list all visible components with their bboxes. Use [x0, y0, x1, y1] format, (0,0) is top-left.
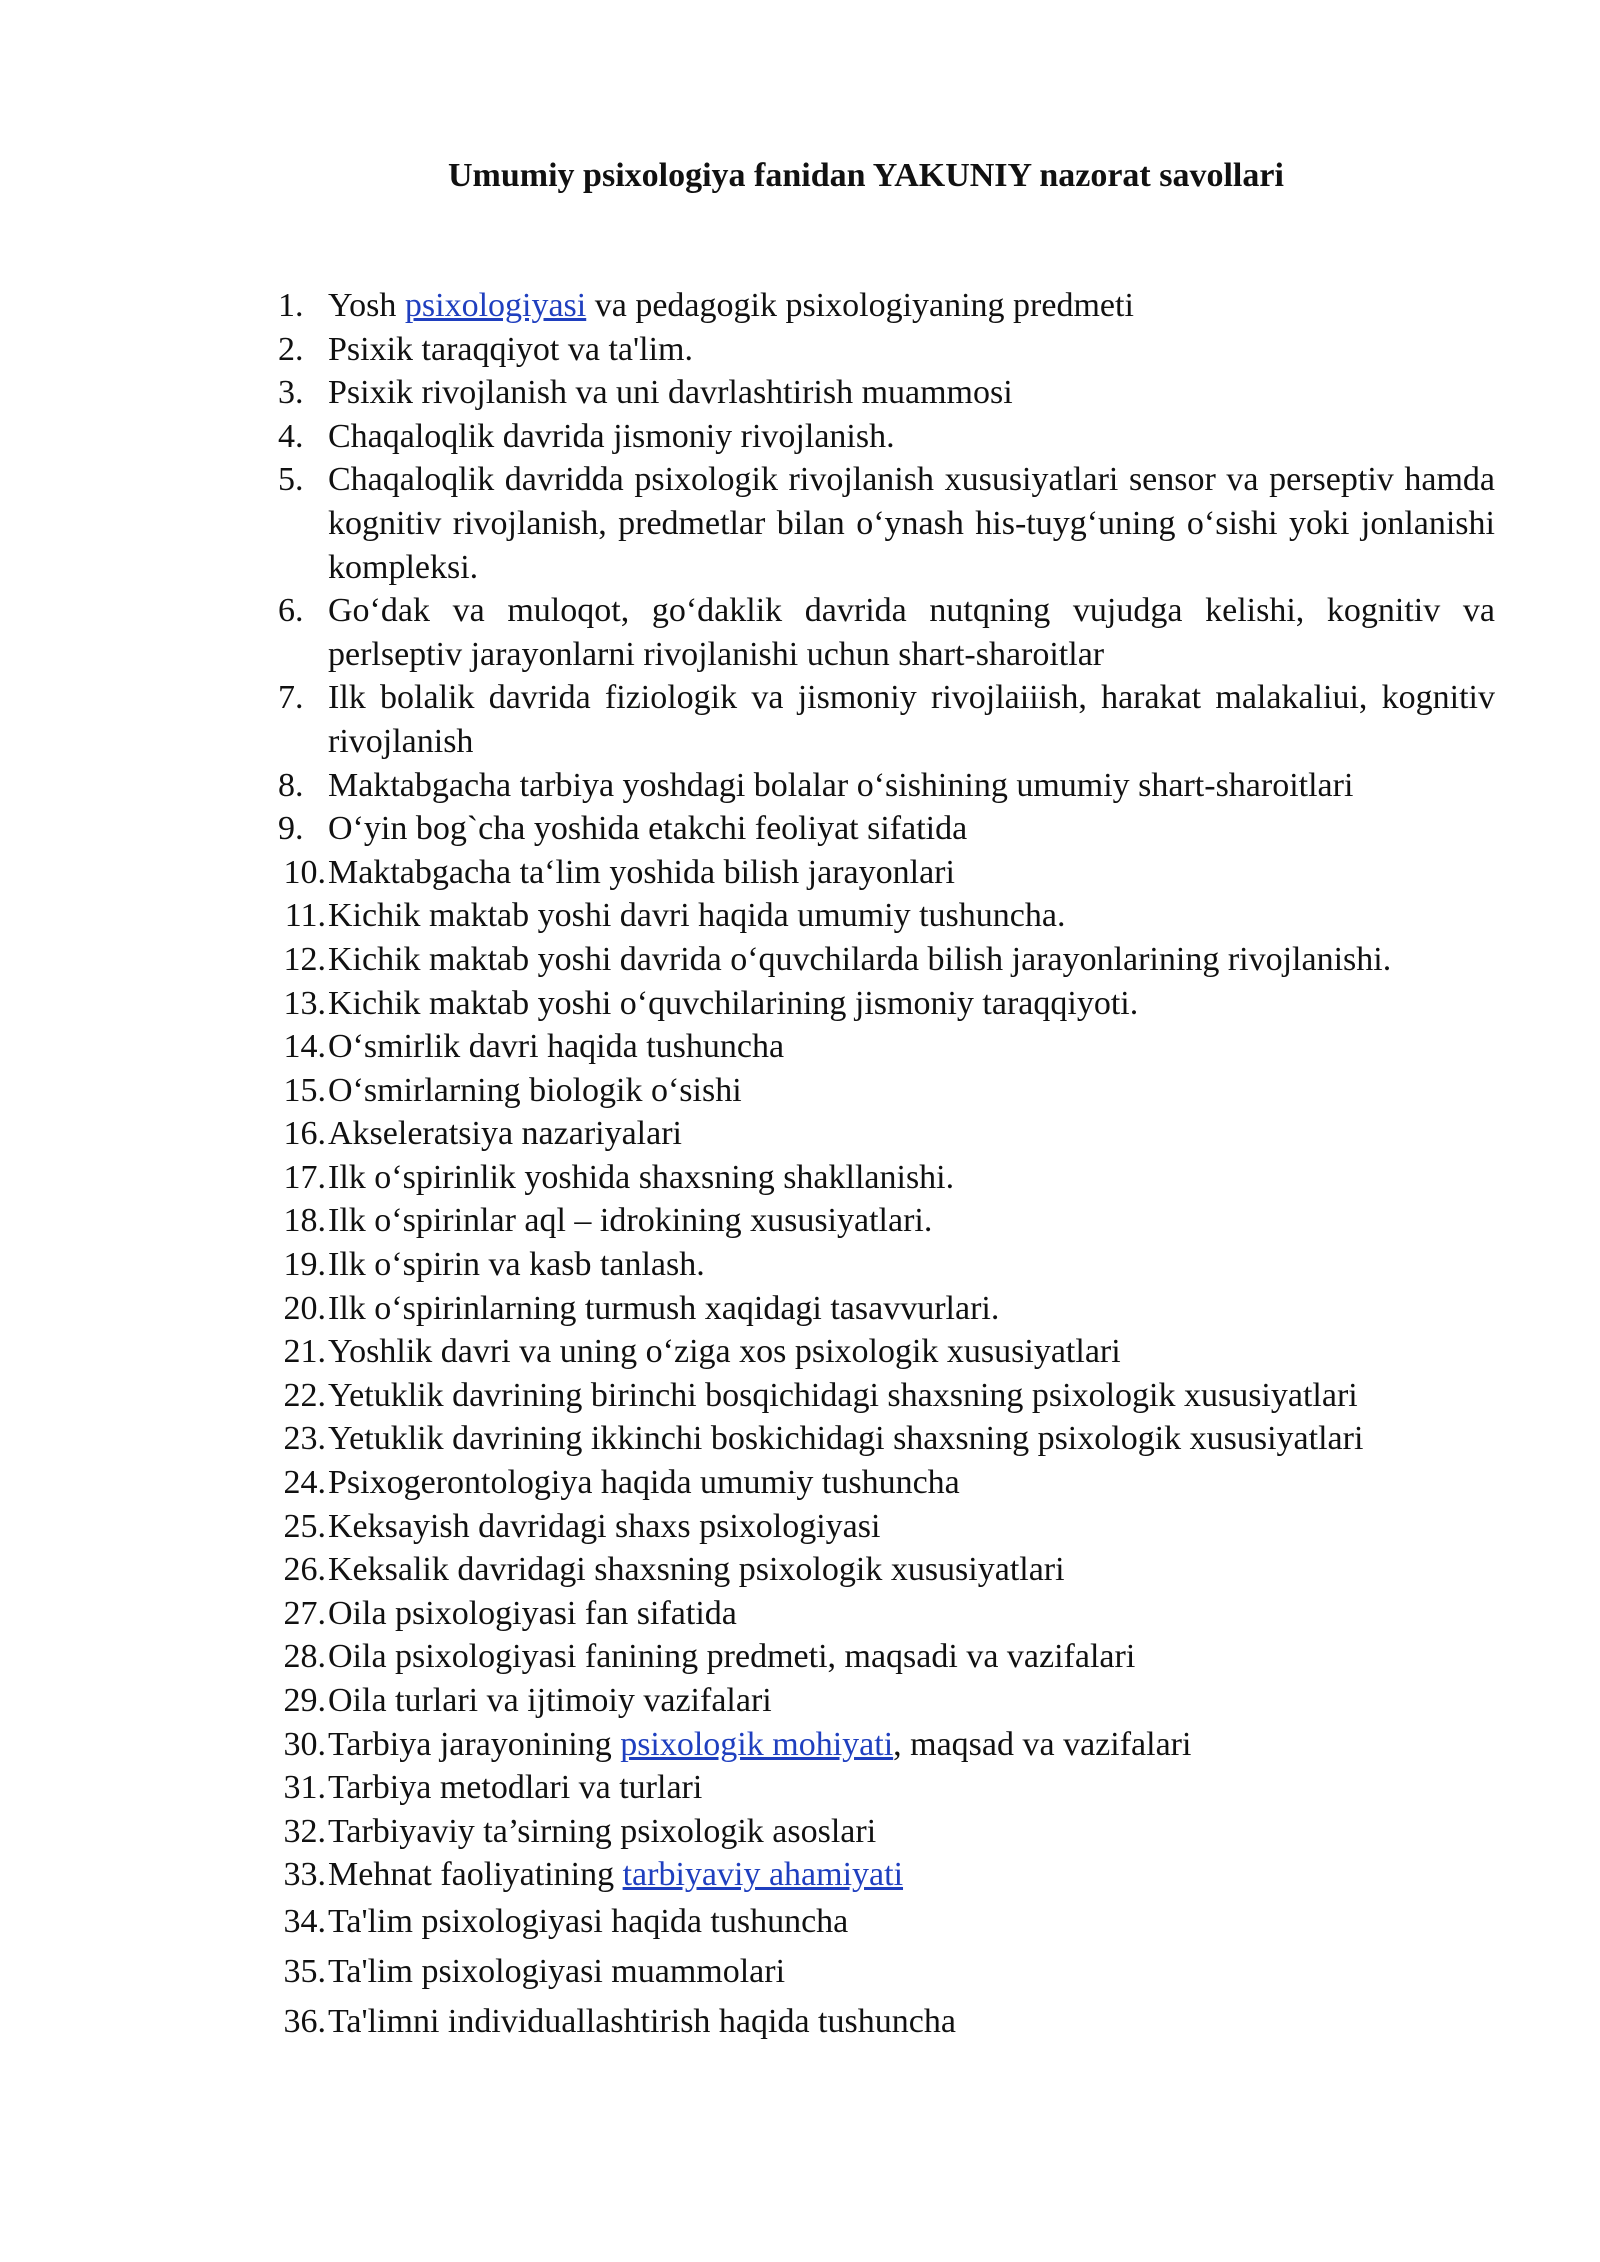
question-number: 32. — [283, 1812, 326, 1850]
question-item — [270, 1461, 1495, 1505]
question-number: 5. — [278, 461, 304, 499]
question-number: 28. — [283, 1638, 326, 1676]
question-number: 12. — [283, 940, 326, 978]
question-text: Oila turlari va ijtimoiy vazifalari — [328, 1682, 772, 1719]
question-item — [270, 371, 1495, 415]
question-text: Kichik maktab yoshi o‘quvchilarining jismoniy taraqqiyoti. — [328, 984, 1139, 1022]
question-text: O‘smirlarning biologik o‘sishi — [328, 1071, 742, 1109]
question-text: , maqsad va vazifalari — [893, 1725, 1192, 1763]
question-item — [270, 415, 1495, 459]
question-text: Yetuklik davrining birinchi bosqichidagi shaxsning psixologik xususiyatlari — [328, 1376, 1358, 1414]
question-item — [270, 589, 1495, 676]
question-text: Go‘dak va muloqot, go‘daklik davrida nutqning vujudga kelishi, kognitiv va perlseptiv jarayonlarni rivojlanishi uchun shart-sharoitlar — [328, 592, 1495, 673]
question-item — [270, 1505, 1495, 1549]
question-number: 35. — [283, 1952, 326, 1990]
question-number: 3. — [278, 374, 304, 412]
question-number: 26. — [283, 1551, 326, 1589]
question-text: O‘smirlik davri haqida tushuncha — [328, 1028, 785, 1066]
question-item — [270, 1947, 1495, 1997]
question-number: 13. — [283, 984, 326, 1022]
question-number: 8. — [278, 766, 304, 804]
question-number: 19. — [283, 1246, 326, 1284]
question-number: 17. — [283, 1158, 326, 1196]
question-item — [270, 982, 1495, 1026]
question-number: 33. — [283, 1856, 326, 1894]
question-text: Psixogerontologiya haqida umumiy tushuncha — [328, 1464, 960, 1502]
question-item — [270, 1766, 1495, 1810]
question-link[interactable]: psixologiyasi — [404, 287, 587, 324]
question-text: Chaqaloqlik davridda psixologik rivojlanish xususiyatlari sensor va perseptiv hamda kognitiv rivojlanish, predmetlar bilan o‘ynash his-tuyg‘uning o‘sishi yoki jonlanishi kompleksi. — [328, 461, 1495, 586]
question-item — [270, 1112, 1495, 1156]
question-item — [270, 851, 1495, 895]
question-item — [270, 1199, 1495, 1243]
question-text: Yetuklik davrining ikkinchi boskichidagi shaxsning psixologik xususiyatlari — [328, 1420, 1364, 1458]
question-text: Ta'lim psixologiyasi haqida tushuncha — [328, 1902, 849, 1940]
question-number: 4. — [278, 417, 304, 455]
question-number: 18. — [283, 1202, 326, 1240]
question-text: Yoshlik davri va uning o‘ziga xos psixologik xususiyatlari — [328, 1333, 1121, 1371]
question-text: Ta'limni individuallashtirish haqida tushuncha — [328, 2002, 956, 2040]
page-title: Umumiy psixologiya fanidan YAKUNIY nazorat savollari — [448, 157, 1284, 194]
question-text: Oila psixologiyasi fan sifatida — [328, 1594, 737, 1632]
question-text: Ilk o‘spirinlar aql – idrokining xususiyatlari. — [328, 1202, 933, 1240]
question-list — [270, 284, 1495, 2047]
question-number: 6. — [278, 592, 304, 630]
question-number: 2. — [278, 330, 304, 368]
question-item — [270, 1243, 1495, 1287]
question-item — [270, 938, 1495, 982]
question-item — [270, 764, 1495, 808]
question-text: Tarbiya jarayonining — [328, 1725, 621, 1763]
question-item — [270, 1635, 1495, 1679]
question-item — [270, 1853, 1495, 1897]
question-number: 1. — [278, 287, 304, 324]
question-text: Tarbiyaviy ta’sirning psixologik asoslari — [328, 1812, 877, 1850]
question-text: Tarbiya metodlari va turlari — [328, 1769, 703, 1807]
question-text: O‘yin bog`cha yoshida etakchi feoliyat sifatida — [328, 810, 968, 848]
question-item — [270, 1287, 1495, 1331]
question-item — [270, 284, 1495, 328]
question-number: 14. — [283, 1028, 326, 1066]
question-number: 16. — [283, 1115, 326, 1153]
question-item — [270, 1417, 1495, 1461]
question-text: Psixik taraqqiyot va ta'lim. — [328, 330, 693, 368]
question-number: 9. — [278, 810, 304, 848]
question-item — [270, 1810, 1495, 1854]
question-text: Maktabgacha tarbiya yoshdagi bolalar o‘sishining umumiy shart-sharoitlari — [328, 766, 1354, 804]
question-number: 36. — [283, 2002, 326, 2040]
question-item — [270, 676, 1495, 763]
question-number: 15. — [283, 1071, 326, 1109]
question-item — [270, 1025, 1495, 1069]
question-item — [270, 1069, 1495, 1113]
question-text: Ilk o‘spirin va kasb tanlash. — [328, 1246, 705, 1284]
question-text: Chaqaloqlik davrida jismoniy rivojlanish. — [328, 417, 895, 455]
question-number: 24. — [283, 1464, 326, 1502]
question-number: 7. — [278, 679, 304, 717]
question-text: Kichik maktab yoshi davrida o‘quvchilarda bilish jarayonlarining rivojlanishi. — [328, 940, 1392, 978]
question-item — [270, 328, 1495, 372]
question-item — [270, 1723, 1495, 1767]
question-text: Keksalik davridagi shaxsning psixologik xususiyatlari — [328, 1551, 1065, 1589]
question-link[interactable]: tarbiyaviy ahamiyati — [622, 1856, 904, 1894]
question-number: 27. — [283, 1594, 326, 1632]
question-number: 23. — [283, 1420, 326, 1458]
question-item — [270, 458, 1495, 589]
question-number: 31. — [283, 1769, 326, 1807]
question-item — [270, 1997, 1495, 2047]
question-text: Oila psixologiyasi fanining predmeti, maqsadi va vazifalari — [328, 1638, 1136, 1676]
question-number: 20. — [283, 1289, 326, 1327]
question-item — [270, 1548, 1495, 1592]
question-item — [270, 1897, 1495, 1947]
question-text: Maktabgacha ta‘lim yoshida bilish jarayonlari — [328, 853, 955, 891]
question-text: Ilk o‘spirinlik yoshida shaxsning shakllanishi. — [328, 1158, 955, 1196]
question-item — [270, 1679, 1495, 1723]
question-item — [270, 1156, 1495, 1200]
question-text: Yosh — [328, 287, 405, 324]
question-number: 29. — [283, 1682, 326, 1719]
question-number: 34. — [283, 1902, 326, 1940]
question-text: Mehnat faoliyatining — [328, 1856, 623, 1894]
question-number: 21. — [283, 1333, 326, 1371]
question-text: Keksayish davridagi shaxs psixologiyasi — [328, 1507, 881, 1545]
question-item — [270, 1330, 1495, 1374]
question-text: Akseleratsiya nazariyalari — [328, 1115, 682, 1153]
question-text: Ilk bolalik davrida fiziologik va jismoniy rivojlaiiish, harakat malakaliui, kognitiv rivojlanish — [328, 679, 1495, 760]
question-text: Ilk o‘spirinlarning turmush xaqidagi tasavvurlari. — [328, 1289, 1000, 1327]
question-text: Psixik rivojlanish va uni davrlashtirish muammosi — [328, 374, 1013, 412]
question-item — [270, 894, 1495, 938]
question-number: 30. — [283, 1725, 326, 1763]
question-number: 11. — [284, 897, 326, 935]
question-link[interactable]: psixologik mohiyati — [620, 1725, 894, 1763]
question-item — [270, 807, 1495, 851]
question-item — [270, 1592, 1495, 1636]
question-text: va pedagogik psixologiyaning predmeti — [586, 287, 1134, 324]
question-text: Ta'lim psixologiyasi muammolari — [328, 1952, 786, 1990]
question-number: 22. — [283, 1376, 326, 1414]
question-number: 25. — [283, 1507, 326, 1545]
question-item — [270, 1374, 1495, 1418]
question-text: Kichik maktab yoshi davri haqida umumiy tushuncha. — [328, 897, 1066, 935]
question-number: 10. — [283, 853, 326, 891]
